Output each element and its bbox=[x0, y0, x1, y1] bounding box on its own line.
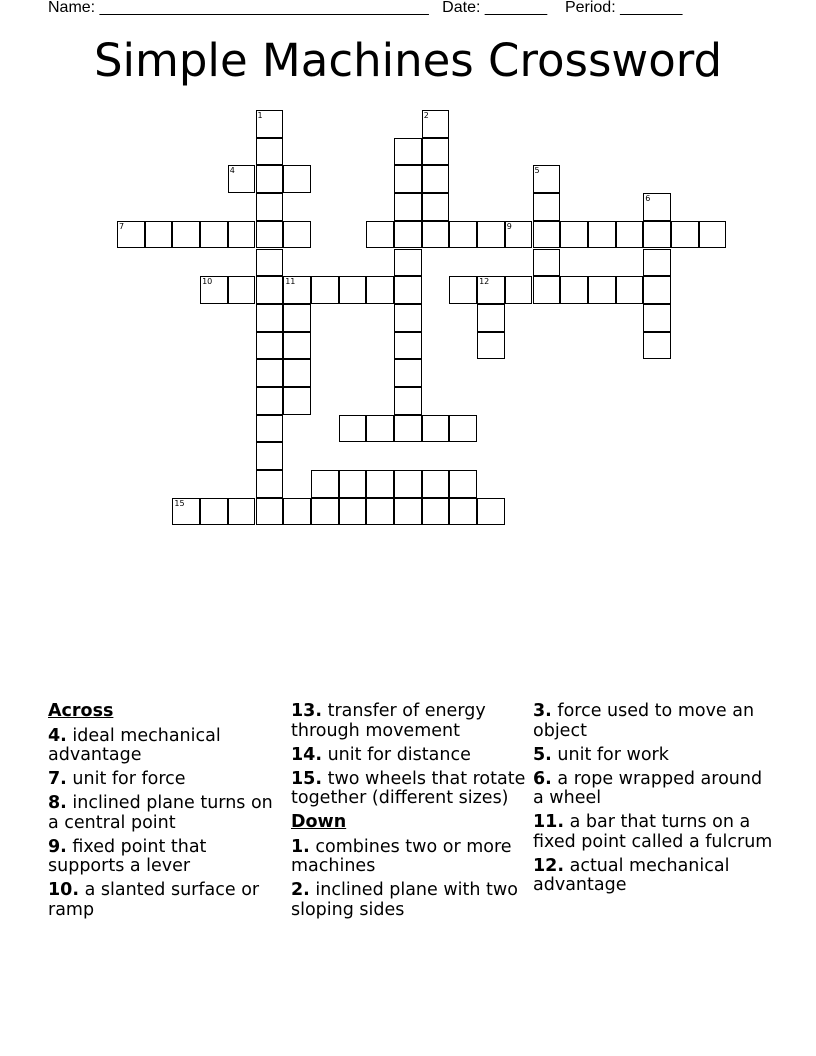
clue-number: 7 bbox=[119, 221, 125, 231]
grid-cell[interactable] bbox=[366, 470, 394, 498]
grid-cell[interactable] bbox=[366, 498, 394, 526]
grid-cell[interactable] bbox=[449, 415, 477, 443]
clue-across-4: 4. ideal mechanical advantage bbox=[48, 725, 221, 765]
grid-cell[interactable] bbox=[311, 276, 339, 304]
grid-cell[interactable] bbox=[533, 276, 561, 304]
grid-cell[interactable] bbox=[283, 387, 311, 415]
grid-cell[interactable] bbox=[394, 332, 422, 360]
grid-cell[interactable] bbox=[422, 221, 450, 249]
grid-cell[interactable] bbox=[394, 470, 422, 498]
grid-cell[interactable] bbox=[394, 138, 422, 166]
grid-cell[interactable] bbox=[422, 498, 450, 526]
grid-cell[interactable] bbox=[256, 442, 284, 470]
grid-cell[interactable] bbox=[643, 276, 671, 304]
grid-cell[interactable] bbox=[422, 470, 450, 498]
grid-cell[interactable] bbox=[643, 304, 671, 332]
clue-down-1: 1. combines two or more machines bbox=[291, 836, 512, 876]
grid-cell[interactable] bbox=[228, 221, 256, 249]
clues-column-2 bbox=[291, 702, 527, 925]
grid-cell[interactable] bbox=[643, 249, 671, 277]
period-blank[interactable]: _______ bbox=[620, 0, 683, 16]
clues-column-1 bbox=[48, 702, 284, 925]
grid-cell[interactable] bbox=[200, 498, 228, 526]
grid-cell[interactable] bbox=[283, 165, 311, 193]
period-label: Period: bbox=[564, 0, 616, 16]
page-title: Simple Machines Crossword bbox=[93, 34, 723, 87]
grid-cell[interactable] bbox=[145, 221, 173, 249]
clue-across-8: 8. inclined plane turns on a central point bbox=[48, 793, 273, 833]
grid-cell[interactable] bbox=[449, 470, 477, 498]
grid-cell[interactable] bbox=[172, 498, 200, 526]
grid-cell[interactable] bbox=[394, 249, 422, 277]
grid-cell[interactable] bbox=[449, 498, 477, 526]
grid-cell[interactable] bbox=[533, 221, 561, 249]
grid-cell[interactable] bbox=[283, 332, 311, 360]
grid-cell[interactable] bbox=[256, 470, 284, 498]
grid-cell[interactable] bbox=[422, 193, 450, 221]
grid-cell[interactable] bbox=[339, 415, 367, 443]
clue-across-9: 9. fixed point that supports a lever bbox=[48, 836, 207, 876]
grid-cell[interactable] bbox=[394, 415, 422, 443]
clue-number: 11 bbox=[285, 277, 296, 287]
grid-cell[interactable] bbox=[228, 276, 256, 304]
grid-cell[interactable] bbox=[560, 276, 588, 304]
clue-number: 9 bbox=[506, 221, 512, 231]
grid-cell[interactable] bbox=[477, 221, 505, 249]
grid-cell[interactable] bbox=[200, 221, 228, 249]
grid-cell[interactable] bbox=[366, 221, 394, 249]
grid-cell[interactable] bbox=[172, 221, 200, 249]
grid-cell[interactable] bbox=[283, 304, 311, 332]
grid-cell[interactable] bbox=[339, 276, 367, 304]
grid-cell[interactable] bbox=[477, 498, 505, 526]
grid-cell[interactable] bbox=[588, 276, 616, 304]
grid-cell[interactable] bbox=[533, 193, 561, 221]
grid-cell[interactable] bbox=[505, 276, 533, 304]
grid-cell[interactable] bbox=[256, 165, 284, 193]
grid-cell[interactable] bbox=[394, 193, 422, 221]
grid-cell[interactable] bbox=[117, 221, 145, 249]
clue-number: 15 bbox=[174, 498, 185, 508]
grid-cell[interactable] bbox=[256, 110, 284, 138]
grid-cell[interactable] bbox=[394, 276, 422, 304]
grid-cell[interactable] bbox=[283, 498, 311, 526]
clue-number: 4 bbox=[229, 166, 235, 176]
grid-cell[interactable] bbox=[366, 415, 394, 443]
grid-cell[interactable] bbox=[394, 165, 422, 193]
name-label: Name: bbox=[48, 0, 96, 16]
clue-down-3: 3. force used to move an object bbox=[533, 701, 755, 741]
grid-cell[interactable] bbox=[256, 498, 284, 526]
grid-cell[interactable] bbox=[394, 359, 422, 387]
clue-number: 10 bbox=[202, 277, 213, 287]
clue-down-6: 6. a rope wrapped around a wheel bbox=[533, 768, 763, 808]
grid-cell[interactable] bbox=[422, 165, 450, 193]
clue-number: 2 bbox=[423, 111, 429, 120]
grid-cell[interactable] bbox=[311, 470, 339, 498]
grid-cell[interactable] bbox=[671, 221, 699, 249]
grid-cell[interactable] bbox=[256, 138, 284, 166]
grid-cell[interactable] bbox=[256, 359, 284, 387]
down-heading: Down bbox=[291, 812, 347, 832]
grid-cell[interactable] bbox=[643, 193, 671, 221]
grid-cell[interactable] bbox=[256, 332, 284, 360]
grid-cell[interactable] bbox=[477, 276, 505, 304]
grid-cell[interactable] bbox=[643, 332, 671, 360]
grid-cell[interactable] bbox=[256, 387, 284, 415]
clue-down-11: 11. a bar that turns on a fixed point called a fulcrum bbox=[533, 812, 773, 852]
clue-down-5: 5. unit for work bbox=[533, 744, 669, 765]
grid-cell[interactable] bbox=[560, 221, 588, 249]
grid-cell[interactable] bbox=[228, 498, 256, 526]
date-blank[interactable]: _______ bbox=[484, 0, 548, 16]
grid-cell[interactable] bbox=[477, 332, 505, 360]
grid-cell[interactable] bbox=[256, 276, 284, 304]
grid-cell[interactable] bbox=[616, 276, 644, 304]
grid-cell[interactable] bbox=[449, 221, 477, 249]
clue-number: 5 bbox=[534, 166, 540, 176]
grid-cell[interactable] bbox=[283, 359, 311, 387]
grid-cell[interactable] bbox=[533, 249, 561, 277]
grid-cell[interactable] bbox=[422, 138, 450, 166]
grid-cell[interactable] bbox=[588, 221, 616, 249]
clue-number: 1 bbox=[257, 111, 263, 120]
grid-cell[interactable] bbox=[394, 498, 422, 526]
grid-cell[interactable] bbox=[200, 276, 228, 304]
clue-down-12: 12. actual mechanical advantage bbox=[533, 855, 730, 895]
grid-cell[interactable] bbox=[643, 221, 671, 249]
clue-down-2: 2. inclined plane with two sloping sides bbox=[291, 880, 518, 920]
clue-number: 6 bbox=[645, 194, 651, 204]
grid-cell[interactable] bbox=[394, 387, 422, 415]
grid-cell[interactable] bbox=[256, 415, 284, 443]
grid-cell[interactable] bbox=[394, 221, 422, 249]
grid-cell[interactable] bbox=[477, 304, 505, 332]
clue-across-15: 15. two wheels that rotate together (different sizes) bbox=[291, 768, 526, 808]
grid-cell[interactable] bbox=[283, 221, 311, 249]
grid-cell[interactable] bbox=[533, 165, 561, 193]
grid-cell[interactable] bbox=[616, 221, 644, 249]
grid-cell[interactable] bbox=[699, 221, 727, 249]
grid-cell[interactable] bbox=[311, 498, 339, 526]
grid-cell[interactable] bbox=[505, 221, 533, 249]
grid-cell[interactable] bbox=[283, 276, 311, 304]
grid-cell[interactable] bbox=[394, 304, 422, 332]
clue-number: 12 bbox=[479, 277, 490, 287]
clue-across-10: 10. a slanted surface or ramp bbox=[48, 880, 260, 920]
grid-cell[interactable] bbox=[228, 165, 256, 193]
grid-cell[interactable] bbox=[339, 470, 367, 498]
grid-cell[interactable] bbox=[422, 415, 450, 443]
grid-cell[interactable] bbox=[256, 249, 284, 277]
clue-across-14: 14. unit for distance bbox=[291, 744, 471, 765]
grid-cell[interactable] bbox=[256, 193, 284, 221]
clue-across-7: 7. unit for force bbox=[48, 769, 186, 789]
grid-cell[interactable] bbox=[339, 498, 367, 526]
clues-column-3 bbox=[533, 702, 773, 900]
grid-cell[interactable] bbox=[256, 304, 284, 332]
grid-cell[interactable] bbox=[256, 221, 284, 249]
name-blank[interactable]: _____________________________________ bbox=[99, 0, 429, 16]
grid-cell[interactable] bbox=[422, 110, 450, 138]
date-label: Date: bbox=[442, 0, 481, 16]
clue-across-13: 13. transfer of energy through movement bbox=[291, 701, 486, 741]
grid-cell[interactable] bbox=[449, 276, 477, 304]
across-heading: Across bbox=[48, 701, 114, 721]
grid-cell[interactable] bbox=[366, 276, 394, 304]
